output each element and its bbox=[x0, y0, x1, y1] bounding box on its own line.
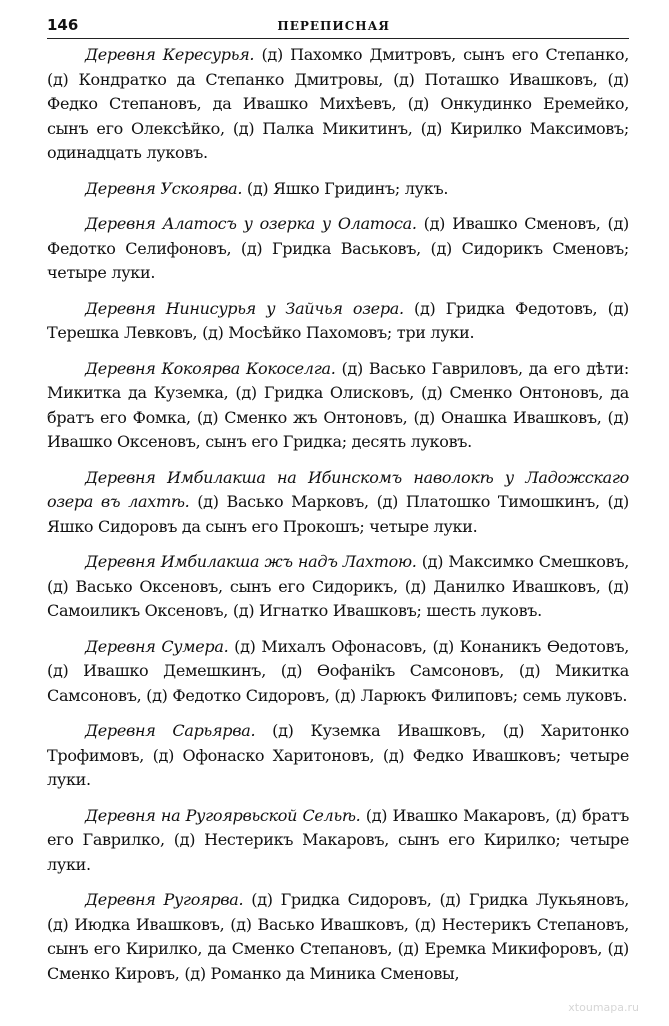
running-title: ПЕРЕПИСНАЯ bbox=[277, 19, 390, 33]
village-name: Деревня Имбилакша жъ надъ Лахтою. bbox=[85, 552, 417, 571]
page-number: 146 bbox=[47, 16, 79, 34]
entry-text: (д) Куземка Ивашковъ, (д) Харитонко Трофимовъ, (д) Офонаско Харитоновъ, (д) Федко Ивашковъ; четыре луки. bbox=[47, 721, 629, 789]
village-name: Деревня Алатосъ у озерка у Олатоса. bbox=[85, 214, 417, 233]
page-header bbox=[47, 16, 629, 39]
village-name: Деревня Нинисурья у Зайчья озера. bbox=[85, 298, 404, 318]
entry-text: (д) Васько Марковъ, (д) Платошко Тимошкинъ, (д) Яшко Сидоровъ да сынъ его Прокошъ; четыре луки. bbox=[47, 492, 629, 536]
village-name: Деревня Ускоярва. bbox=[85, 178, 243, 198]
village-entry bbox=[47, 719, 629, 793]
village-entry bbox=[47, 43, 629, 166]
entry-text: (д) Васько Гавриловъ, да его дѣти: Микитка да Куземка, (д) Гридка Олисковъ, (д) Сменко Онтоновъ, да братъ его Фомка, (д) Сменко жъ Онтоновъ, (д) Онашка Ивашковъ, (д) Ивашко Оксеновъ, сынъ его Гридка; десять луковъ. bbox=[47, 358, 629, 451]
entry-text: (д) Яшко Гридинъ; лукъ. bbox=[242, 178, 449, 198]
entry-text: (д) Пахомко Дмитровъ, сынъ его Степанко, (д) Кондратко да Степанко Дмитровы, (д) Поташко Ивашковъ, (д) Федко Степановъ, да Ивашко Михѣевъ, (д) Онкудинко Еремейко, сынъ его Олексѣйко, (д) Палка Микитинъ, (д) Кирилко Максимовъ; одинадцать луковъ. bbox=[47, 45, 629, 162]
village-entry bbox=[47, 212, 629, 286]
village-entry bbox=[47, 888, 629, 986]
entry-text: (д) Гридка Сидоровъ, (д) Гридка Лукьяновъ, (д) Июдка Ивашковъ, (д) Васько Ивашковъ, (д) Нестерикъ Степановъ, сынъ его Кирилко, да Сменко Степановъ, (д) Еремка Микифоровъ, (д) Сменко Кировъ, (д) Романко да Миника Сменовы, bbox=[47, 890, 629, 983]
village-entry bbox=[47, 550, 629, 624]
page-body bbox=[47, 43, 629, 986]
village-name: Деревня Ругоярва. bbox=[85, 890, 244, 909]
entry-text: (д) Михалъ Офонасовъ, (д) Конаникъ Ѳедотовъ, (д) Ивашко Демешкинъ, (д) Ѳофанikъ Самсоновъ, (д) Микитка Самсоновъ, (д) Федотко Сидоровъ, (д) Ларюкъ Филиповъ; семь луковъ. bbox=[47, 636, 629, 705]
village-entry bbox=[47, 177, 629, 202]
entry-text: (д) Ивашко Макаровъ, (д) братъ его Гаврилко, (д) Нестерикъ Макаровъ, сынъ его Кирилко; четыре луки. bbox=[47, 805, 629, 874]
entry-text: (д) Гридка Федотовъ, (д) Терешка Левковъ, (д) Мосѣйко Пахомовъ; три луки. bbox=[47, 298, 630, 342]
village-name: Деревня Имбилакша на Ибинскомъ наволокѣ у Ладожскаго озера въ лахтѣ. bbox=[47, 467, 629, 511]
entry-text: (д) Ивашко Сменовъ, (д) Федотко Селифоновъ, (д) Гридка Васьковъ, (д) Сидорикъ Сменовъ; четыре луки. bbox=[47, 214, 629, 282]
village-name: Деревня Сарьярва. bbox=[85, 721, 256, 740]
watermark: xtoumapa.ru bbox=[568, 1001, 639, 1014]
village-name: Деревня Сумера. bbox=[85, 636, 229, 656]
village-entry bbox=[47, 297, 629, 346]
village-entry bbox=[47, 357, 629, 455]
village-name: Деревня Кересурья. bbox=[85, 45, 255, 64]
village-name: Деревня на Ругоярвьской Сельѣ. bbox=[85, 805, 361, 825]
entry-text: (д) Максимко Смешковъ, (д) Васько Оксеновъ, сынъ его Сидорикъ, (д) Данилко Ивашковъ, (д) Самоиликъ Оксеновъ, (д) Игнатко Ивашковъ; шесть луковъ. bbox=[47, 552, 630, 620]
village-entry bbox=[47, 635, 629, 709]
village-name: Деревня Кокоярва Кокоселга. bbox=[85, 358, 336, 378]
village-entry bbox=[47, 804, 629, 878]
village-entry bbox=[47, 466, 629, 540]
